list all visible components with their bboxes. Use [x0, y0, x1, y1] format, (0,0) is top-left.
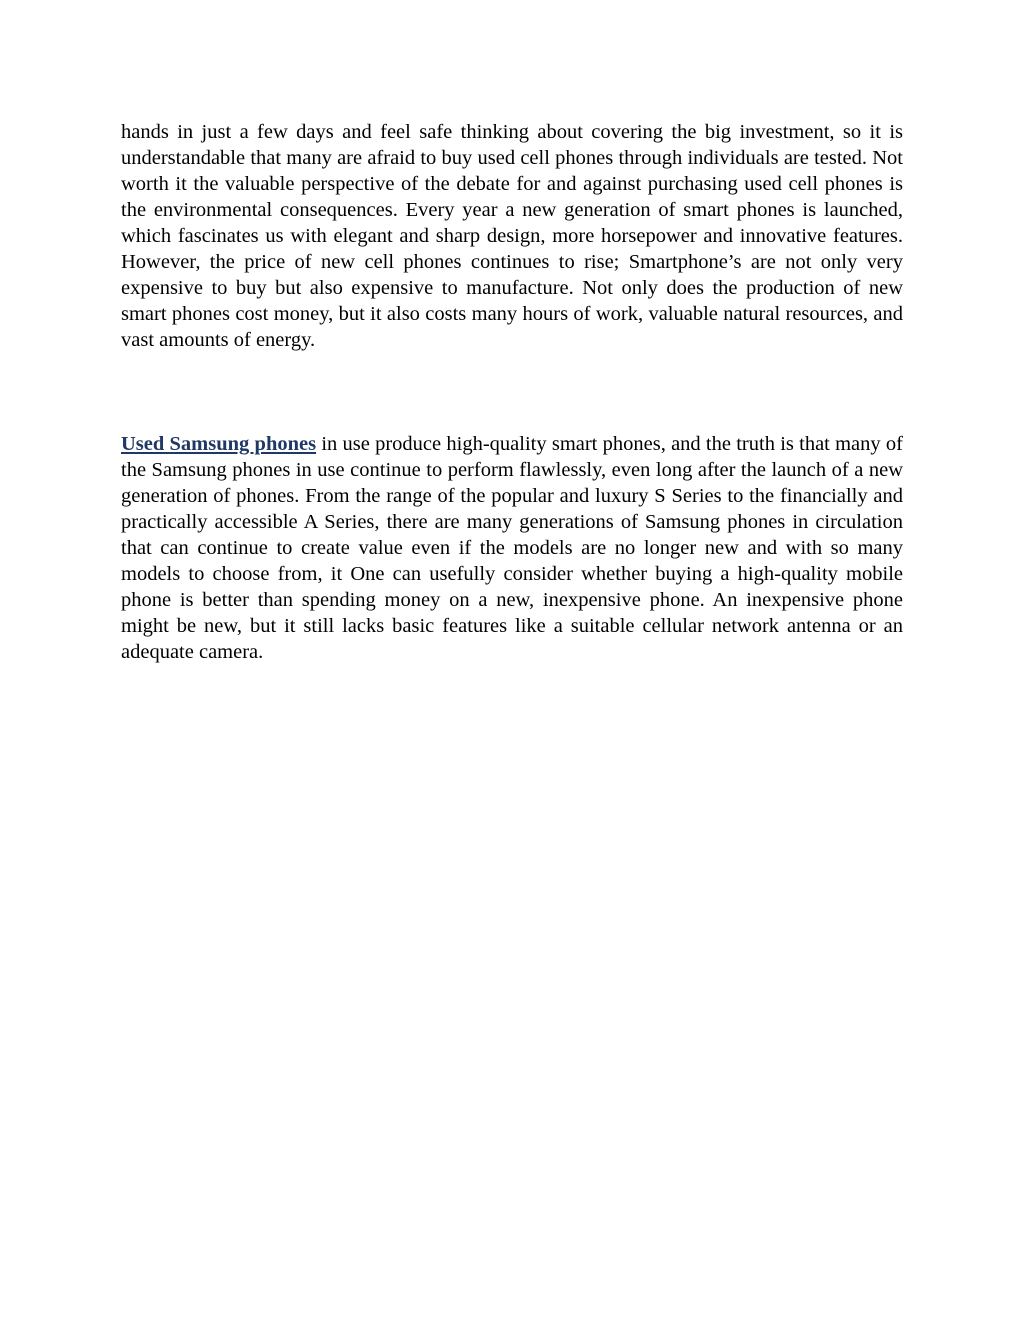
used-samsung-phones-link[interactable]: Used Samsung phones — [121, 433, 317, 455]
paragraph-used-samsung-phones — [121, 431, 903, 665]
paragraph-environmental-impact: hands in just a few days and feel safe thinking about covering the big investment, so it is understandable that many are afraid to buy used cell phones through individuals are tested. Not worth it the valuable perspective of the debate for and against purchasing used cell phones is the environmental consequences. Every year a new generation of smart phones is launched, which fascinates us with elegant and sharp design, more horsepower and innovative features. However, the price of new cell phones continues to rise; Smartphone’s are not only very expensive to buy but also expensive to manufacture. Not only does the production of new smart phones cost money, but it also costs many hours of work, valuable natural resources, and vast amounts of energy. — [121, 121, 903, 351]
paragraph-used-samsung-phones-body: in use produce high-quality smart phones, and the truth is that many of the Samsung phones in use continue to perform flawlessly, even long after the launch of a new generation of phones. From the range of the popular and luxury S Series to the financially and practically accessible A Series, there are many generations of Samsung phones in circulation that can continue to create value even if the models are no longer new and with so many models to choose from, it One can usefully consider whether buying a high-quality mobile phone is better than spending money on a new, inexpensive phone. An inexpensive phone might be new, but it still lacks basic features like a suitable cellular network antenna or an adequate camera. — [121, 433, 903, 663]
